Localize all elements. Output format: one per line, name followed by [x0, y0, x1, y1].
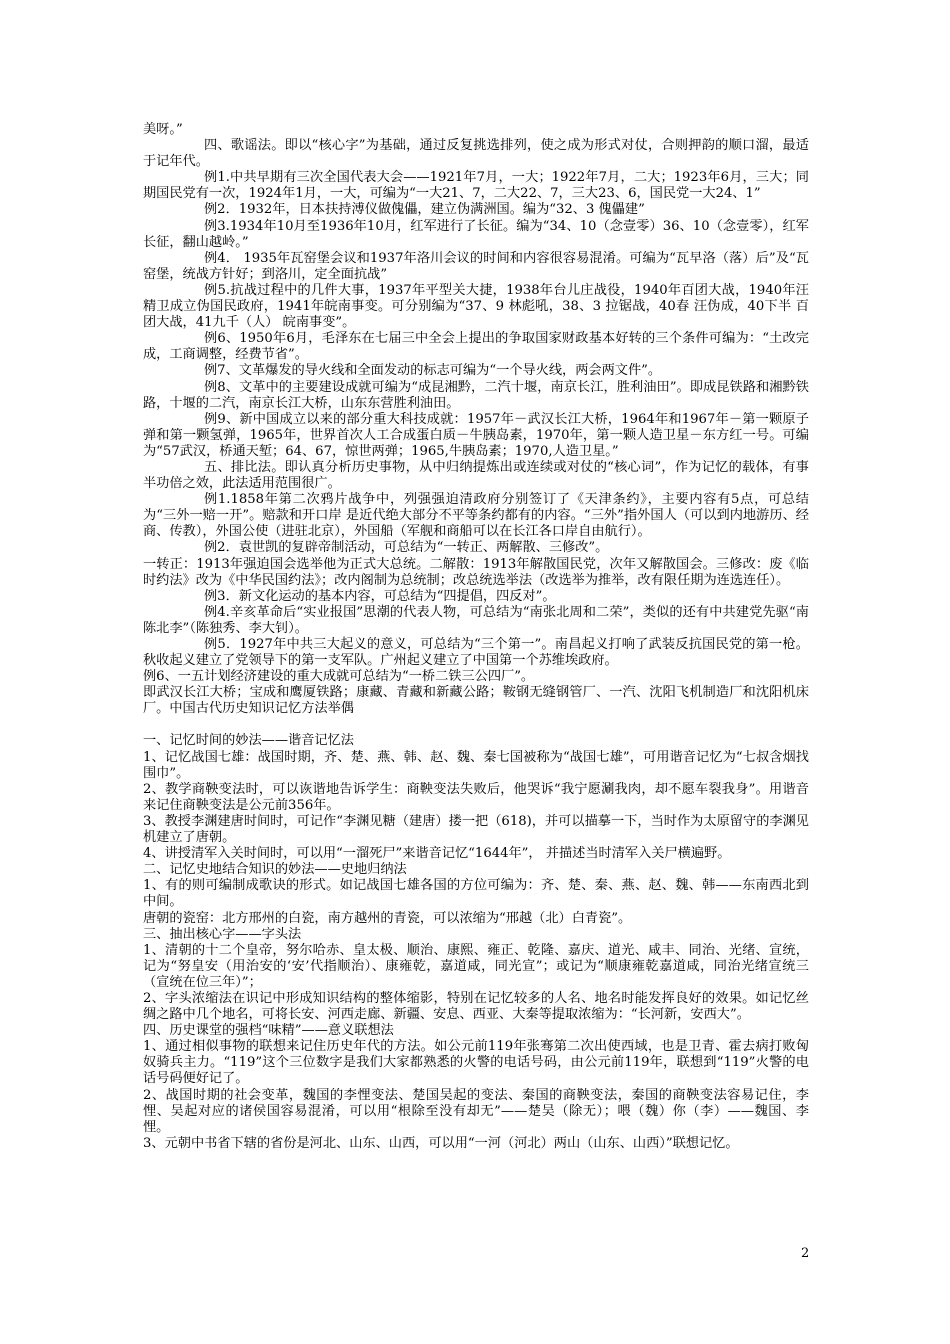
paragraph: 1、有的则可编制成歌诀的形式。如记战国七雄各国的方位可编为：齐、楚、秦、燕、赵、魏、韩——东南西北到中间。	[143, 878, 809, 910]
paragraph: 2、字头浓缩法在识记中形成知识结构的整体缩影，特别在记忆较多的人名、地名时能发挥良好的效果。如记忆丝绸之路中几个地名，可将长安、河西走廊、新疆、安息、西亚、大秦等提取浓缩为：“长河新，安西大”。	[143, 990, 809, 1023]
paragraph: 1、通过相似事物的联想来记住历史年代的方法。如公元前119年张骞第二次出使西域，也是卫青、霍去病打败匈奴骑兵主力。“119”这个三位数字是我们大家都熟悉的火警的电话号码，由公元前119年，联想到“119”火警的电话号码便好记了。	[143, 1039, 809, 1087]
paragraph: 例3．新文化运动的基本内容，可总结为“四提倡，四反对”。	[204, 588, 556, 604]
paragraph: 3、元朝中书省下辖的省份是河北、山东、山西，可以用“一河（河北）两山（山东、山西）”联想记忆。	[143, 1135, 739, 1151]
paragraph: 例4.辛亥革命后“实业报国”思潮的代表人物，可总结为“南张北周和二荣”，类似的还有中共建党先驱“南陈北李”（陈独秀、李大钊）。	[143, 604, 809, 636]
paragraph: 例1.1858年第二次鸦片战争中，列强强迫清政府分别签订了《天津条约》，主要内容有5点，可总结为“三外一赔一开”。赔款和开口岸 是近代绝大部分不平等条约都有的内容。“三外”指外国人（可以到内地游历、经商、传教），外国公使（进驻北京），外国船（军舰和商船可以在长江各口岸自由航行）。	[143, 492, 809, 540]
paragraph: 例2．1932年，日本扶持溥仪做傀儡，建立伪满洲国。编为“32、3 傀儡建”	[204, 202, 645, 218]
paragraph: 2、教学商鞅变法时，可以诙谐地告诉学生：商鞅变法失败后，他哭诉“我宁愿涮我肉，却不愿车裂我身”。用谐音来记住商鞅变法是公元前356年。	[143, 781, 809, 813]
document-body	[143, 122, 809, 1152]
paragraph: 例9、新中国成立以来的部分重大科技成就：1957年－武汉长江大桥，1964年和1967年－第一颗原子弹和第一颗氢弹，1965年，世界首次人工合成蛋白质－牛胰岛素，1970年，第一颗人造卫星－东方红一号。可编为“57武汉，桥通天堑；64、67，惊世两弹；1965,牛胰岛素；1970,人造卫星。”	[143, 411, 809, 459]
paragraph: 即武汉长江大桥；宝成和鹰厦铁路；康藏、青藏和新藏公路；鞍钢无缝钢管厂、一汽、沈阳飞机制造厂和沈阳机床厂。中国古代历史知识记忆方法举偶	[143, 685, 809, 717]
paragraph: 4、讲授清军入关时间时，可以用“一溜死尸”来谐音记忆“1644年”， 并描述当时清军入关尸横遍野。	[143, 846, 731, 862]
paragraph: 1、清朝的十二个皇帝，努尔哈赤、皇太极、顺治、康熙、雍正、乾隆、嘉庆、道光、咸丰、同治、光绪、宣统，记为“努皇安（用治安的‘安’代指顺治）、康雍乾，嘉道咸，同光宣”；或记为“顺康雍乾嘉道咸，同治光绪宣统三（宣统在位三年）”；	[143, 942, 809, 990]
paragraph: 三、抽出核心字——字头法	[143, 926, 302, 942]
paragraph: 例5.抗战过程中的几件大事，1937年平型关大捷，1938年台儿庄战役，1940年百团大战，1940年汪精卫成立伪国民政府，1941年皖南事变。可分别编为“37、9 林彪吼，38、3 拉锯战，40春 汪伪成，40下半 百团大战，41九千（人） 皖南事变”。	[143, 282, 809, 331]
page-number: 2	[801, 1246, 810, 1261]
paragraph: 例6、1950年6月，毛泽东在七届三中全会上提出的争取国家财政基本好转的三个条件可编为：“土改完成，工商调整，经费节省”。	[143, 331, 809, 363]
paragraph: 一、记忆时间的妙法——谐音记忆法	[143, 733, 354, 749]
paragraph: 3、教授李渊建唐时间时，可记作“李渊见糖（建唐）搂一把（618)，并可以描摹一下，当时作为太原留守的李渊见机建立了唐朝。	[143, 813, 809, 846]
paragraph: 例4． 1935年瓦窑堡会议和1937年洛川会议的时间和内容很容易混淆。可编为“瓦早洛（落）后”及“瓦窑堡，统战方针好；到洛川，定全面抗战”	[143, 250, 809, 282]
paragraph: 例1.中共早期有三次全国代表大会——1921年7月，一大；1922年7月，二大；1923年6月，三大；同期国民党有一次，1924年1月，一大，可编为“一大21、7，二大22、7，三大23、6，国民党一大24、1”	[143, 170, 809, 202]
paragraph: 例2．袁世凯的复辟帝制活动，可总结为“一转正、两解散、三修改”。	[204, 540, 609, 556]
paragraph: 1、记忆战国七雄：战国时期，齐、楚、燕、韩、赵、魏、秦七国被称为“战国七雄”，可用谐音记忆为“七叔含烟找围巾”。	[143, 749, 809, 781]
paragraph: 例6、一五计划经济建设的重大成就可总结为“一桥二铁三公四厂”。	[143, 669, 535, 685]
paragraph: 五、排比法。即认真分析历史事物，从中归纳提炼出或连续或对仗的“核心词”，作为记忆的载体，有事半功倍之效，此法适用范围很广。	[143, 459, 809, 492]
paragraph: 四、历史课堂的强档“味精”——意义联想法	[143, 1023, 394, 1039]
paragraph: 一转正：1913年强迫国会选举他为正式大总统。二解散：1913年解散国民党，次年又解散国会。三修改：废《临时约法》改为《中华民国约法》；改内阁制为总统制；改总统选举法（改选举为推举，改有限任期为连选连任）。	[143, 556, 809, 588]
paragraph: 例8、文革中的主要建设成就可编为“成昆湘黔，二汽十堰，南京长江，胜利油田”。即成昆铁路和湘黔铁路，十堰的二汽，南京长江大桥，山东东营胜利油田。	[143, 379, 809, 411]
paragraph: 四、歌谣法。即以“核心字”为基础，通过反复挑选排列，使之成为形式对仗，合则押韵的顺口溜，最适于记年代。	[143, 138, 809, 170]
paragraph: 2、战国时期的社会变革，魏国的李悝变法、楚国吴起的变法、秦国的商鞅变法，秦国的商鞅变法容易记住，李悝、吴起对应的诸侯国容易混淆，可以用“根除至没有却无”——楚吴（除无）；喂（魏）你（李）——魏国、李悝。	[143, 1087, 809, 1135]
paragraph: 唐朝的瓷窑：北方邢州的白瓷，南方越州的青瓷，可以浓缩为“邢越（北）白青瓷”。	[143, 910, 632, 926]
paragraph: 例3.1934年10月至1936年10月，红军进行了长征。编为“34、10（念壹零）36、10（念壹零），红军长征，翻山越岭。”	[143, 218, 809, 250]
paragraph: 二、记忆史地结合知识的妙法——史地归纳法	[143, 862, 407, 878]
paragraph: 例7、文革爆发的导火线和全面发动的标志可编为“一个导火线，两会两文件”。	[204, 363, 662, 379]
paragraph: 美呀。”	[143, 122, 183, 137]
paragraph: 例5．1927年中共三大起义的意义，可总结为“三个第一”。南昌起义打响了武装反抗国民党的第一枪。秋收起义建立了党领导下的第一支军队。广州起义建立了中国第一个苏维埃政府。	[143, 637, 809, 669]
